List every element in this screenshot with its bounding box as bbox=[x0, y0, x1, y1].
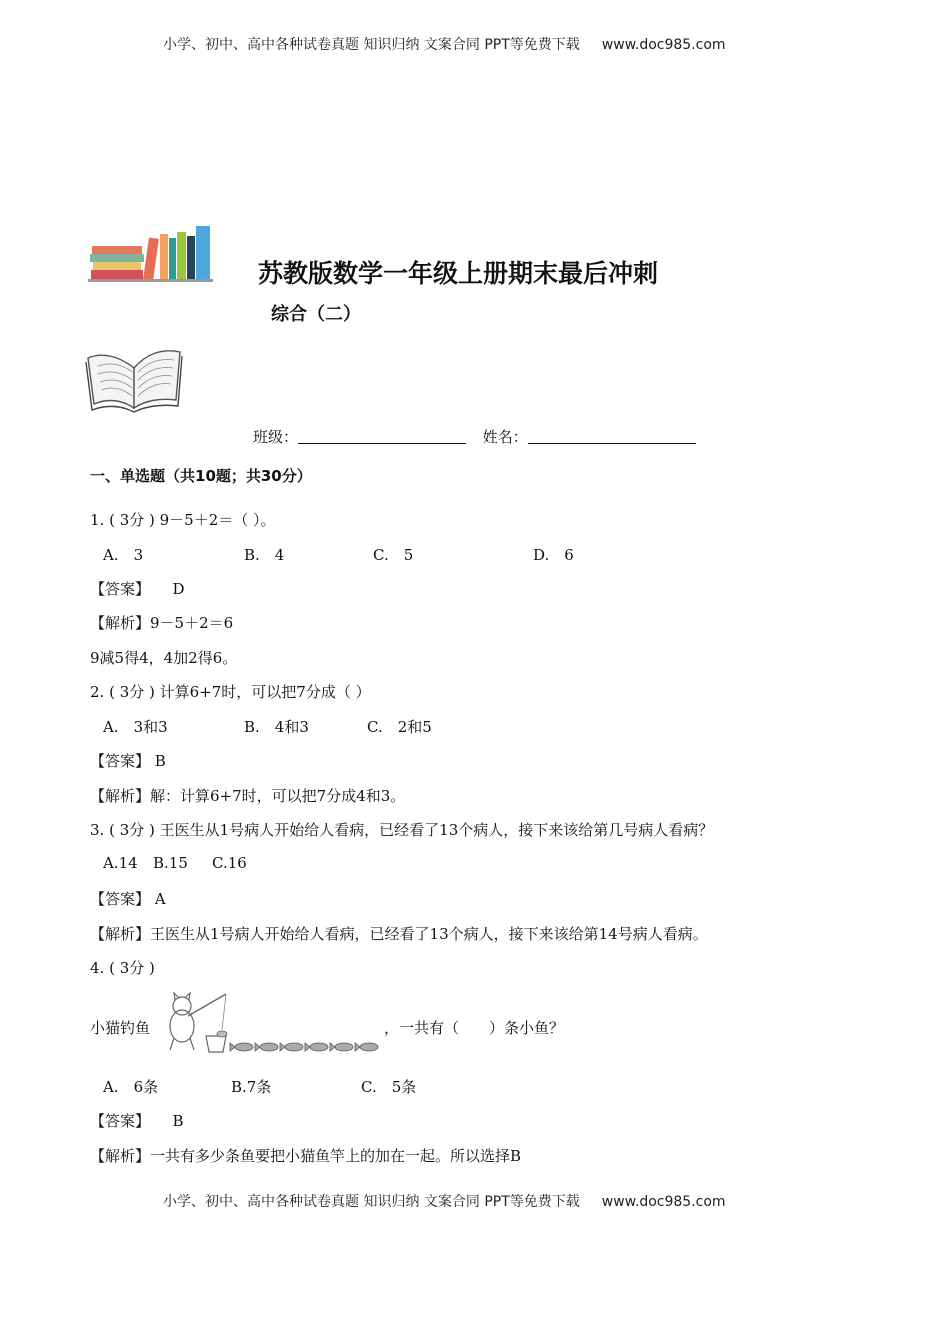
page-subtitle: 综合（二） bbox=[271, 304, 361, 325]
question-3-analysis: 【解析】王医生从1号病人开始给人看病，已经看了13个病人，接下来该给第14号病人看病。 bbox=[90, 925, 708, 943]
section-title: 一、单选题（共10题；共30分） bbox=[90, 467, 312, 485]
question-4-option-c: C. 5条 bbox=[361, 1078, 417, 1096]
open-book-illustration bbox=[84, 348, 184, 414]
question-4-option-b: B.7条 bbox=[231, 1078, 272, 1096]
books-illustration bbox=[88, 224, 213, 284]
header-url[interactable]: www.doc985.com bbox=[601, 37, 726, 53]
question-3-option-c: C.16 bbox=[212, 854, 247, 872]
question-1-analysis: 【解析】9－5＋2＝6 bbox=[90, 614, 234, 632]
question-4-answer: 【答案】 B bbox=[90, 1112, 184, 1130]
name-field[interactable] bbox=[528, 429, 696, 444]
question-2-stem: 2. ( 3分 ) 计算6+7时，可以把7分成（ ） bbox=[90, 683, 371, 701]
question-1-option-b: B. 4 bbox=[244, 546, 285, 564]
question-4-prefix: 小猫钓鱼 bbox=[90, 1019, 151, 1037]
name-label: 姓名： bbox=[482, 428, 528, 446]
question-3-stem: 3. ( 3分 ) 王医生从1号病人开始给人看病，已经看了13个病人，接下来该给第几号病人看病？ bbox=[90, 821, 714, 839]
question-2-option-b: B. 4和3 bbox=[244, 718, 309, 736]
question-4-option-a: A. 6条 bbox=[103, 1078, 159, 1096]
question-4-stem: 4. ( 3分 ) bbox=[90, 959, 155, 977]
page-header bbox=[163, 34, 726, 54]
page-title: 苏教版数学一年级上册期末最后冲刺 bbox=[258, 259, 659, 288]
question-1-extra: 9减5得4，4加2得6。 bbox=[90, 649, 238, 667]
question-3-option-a: A.14 bbox=[103, 854, 138, 872]
student-info-line bbox=[253, 426, 708, 447]
header-text: 小学、初中、高中各种试卷真题 知识归纳 文案合同 PPT等免费下载 bbox=[163, 37, 580, 53]
footer-url[interactable]: www.doc985.com bbox=[601, 1194, 726, 1210]
question-2-option-a: A. 3和3 bbox=[103, 718, 168, 736]
question-2-analysis: 【解析】解：计算6+7时，可以把7分成4和3。 bbox=[90, 787, 406, 805]
question-3-answer: 【答案】 A bbox=[90, 890, 166, 908]
question-1-answer: 【答案】 D bbox=[90, 580, 185, 598]
class-field[interactable] bbox=[298, 429, 466, 444]
question-1-stem: 1. ( 3分 ) 9－5＋2＝（ ）。 bbox=[90, 511, 276, 529]
question-4-suffix: ，一共有（ ）条小鱼？ bbox=[384, 1019, 565, 1037]
cat-fishing-illustration bbox=[160, 990, 385, 1058]
page-footer bbox=[163, 1191, 726, 1211]
question-4-analysis: 【解析】一共有多少条鱼要把小猫鱼竿上的加在一起。所以选择B bbox=[90, 1147, 522, 1165]
question-3-option-b: B.15 bbox=[153, 854, 188, 872]
question-1-option-a: A. 3 bbox=[103, 546, 144, 564]
class-label: 班级： bbox=[253, 428, 299, 446]
question-2-answer: 【答案】 B bbox=[90, 752, 166, 770]
question-2-option-c: C. 2和5 bbox=[367, 718, 432, 736]
footer-text: 小学、初中、高中各种试卷真题 知识归纳 文案合同 PPT等免费下载 bbox=[163, 1194, 580, 1210]
question-1-option-c: C. 5 bbox=[373, 546, 414, 564]
question-1-option-d: D. 6 bbox=[533, 546, 574, 564]
